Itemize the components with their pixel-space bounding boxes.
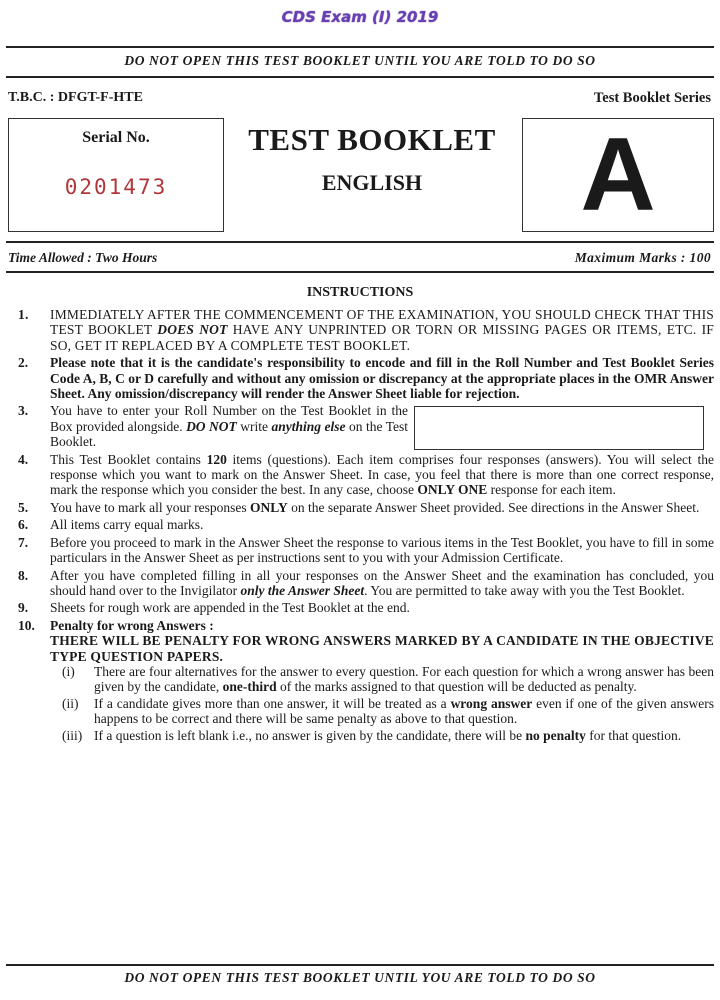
item-text: You have to enter your Roll Number on the Test Booklet in the Box provided alongside. [50, 403, 408, 434]
item-text: This Test Booklet contains [50, 451, 207, 467]
serial-number: 0201473 [64, 175, 168, 199]
item-number: 8. [18, 567, 29, 583]
item-number: 2. [18, 355, 29, 371]
sub-item-number: (ii) [62, 695, 79, 711]
item-text: write [236, 418, 272, 434]
item-text: HAVE ANY UNPRINTED OR TORN OR MISSING PAGES OR ITEMS, ETC. IF SO, GET IT REPLACED BY A COMPLETE TEST BOOKLET. [50, 322, 714, 353]
item-number: 1. [18, 307, 29, 322]
roll-number-box[interactable] [414, 406, 704, 450]
item-emphasis: DOES NOT [157, 322, 228, 338]
instructions-heading: INSTRUCTIONS [306, 285, 414, 300]
booklet-title: TEST BOOKLET [248, 122, 496, 157]
item-text: Sheets for rough work are appended in the Test Booklet at the end. [50, 600, 410, 616]
instruction-item [8, 403, 714, 449]
series-label: Test Booklet Series [593, 90, 711, 106]
item-text: . You are permitted to take away with you the Test Booklet. [364, 582, 685, 598]
penalty-sub-item [50, 696, 714, 727]
item-strong: 120 [206, 451, 227, 467]
item-text: All items carry equal marks. [50, 517, 204, 533]
sub-item-text: If a candidate gives more than one answer, it will be treated as a [94, 695, 451, 711]
item-number: 6. [18, 517, 29, 533]
sub-item-text: even if one of the given answers happens to be correct and there will be same penalty as above to that question. [94, 695, 714, 727]
sub-item-number: (iii) [62, 727, 83, 743]
item-text: response for each item. [487, 482, 616, 498]
bottom-rule [6, 964, 714, 966]
item-text: Before you proceed to mark in the Answer Sheet the response to various items in the Test Booklet, you have to fill in some particulars in the Answer Sheet as per instructions sent to you with your Admission Certificate. [50, 534, 714, 566]
instruction-item [8, 535, 714, 566]
sub-item-strong: one-third [222, 679, 277, 695]
serial-box [8, 118, 224, 232]
item-emphasis: only the Answer Sheet [240, 582, 365, 598]
series-box [522, 118, 714, 232]
item-number: 3. [18, 403, 29, 419]
item-number: 4. [18, 451, 29, 467]
item-emphasis: anything else [271, 418, 346, 434]
top-banner-rule [6, 76, 714, 78]
instructions-list [8, 307, 714, 745]
series-letter: A [580, 117, 656, 233]
item-text: items (questions). Each item comprises four responses (answers). You will select the response which you want to mark on the Answer Sheet. In case, you feel that there is more than one correct response, mark the response which you consider the best. In any case, choose [50, 451, 714, 498]
sub-item-strong: no penalty [525, 727, 586, 743]
penalty-heading: Penalty for wrong Answers : [50, 617, 214, 633]
serial-label: Serial No. [82, 129, 150, 146]
maximum-marks: Maximum Marks : 100 [574, 250, 711, 265]
penalty-sub-item [50, 664, 714, 695]
item-text: IMMEDIATELY AFTER THE COMMENCEMENT OF THE EXAMINATION, YOU SHOULD CHECK THAT THIS TEST BOOKLET [50, 307, 714, 338]
item-text: Please note that it is the candidate's responsibility to encode and fill in the Roll Number and Test Booklet Series Code A, B, C or D carefully and without any omission or discrepancy at the appropriate places in the OMR Answer Sheet. Any omission/discrepancy will render the Answer Sheet liable for rejection. [50, 355, 714, 402]
sub-item-text: There are four alternatives for the answer to every question. For each question for which a wrong answer has been given by the candidate, [94, 663, 714, 695]
instruction-item [8, 500, 714, 515]
item-number: 9. [18, 600, 29, 616]
top-rule [6, 46, 714, 48]
item-number: 5. [18, 499, 29, 515]
instruction-item [8, 568, 714, 599]
instruction-item [8, 452, 714, 498]
meta-rule [6, 271, 714, 273]
item-text: on the separate Answer Sheet provided. See directions in the Answer Sheet. [287, 499, 700, 515]
header-rule [6, 241, 714, 243]
sub-item-number: (i) [62, 663, 75, 679]
exam-stamp [0, 8, 720, 27]
instruction-item [8, 307, 714, 353]
instruction-item [8, 355, 714, 401]
booklet-subject: ENGLISH [321, 170, 423, 195]
tbc-code: T.B.C. : DFGT-F-HTE [8, 90, 143, 105]
instruction-item [8, 600, 714, 615]
penalty-warning: THERE WILL BE PENALTY FOR WRONG ANSWERS MARKED BY A CANDIDATE IN THE OBJECTIVE TYPE QUESTION PAPERS. [50, 633, 714, 664]
time-allowed: Time Allowed : Two Hours [8, 250, 158, 265]
item-emphasis: DO NOT [186, 418, 237, 434]
item-number: 10. [18, 617, 35, 633]
item-text: You have to mark all your responses [50, 499, 250, 515]
sub-item-text: for that question. [585, 727, 682, 743]
item-text: After you have completed filling in all your responses on the Answer Sheet and the examination has concluded, you should hand over to the Invigilator [50, 567, 714, 598]
item-number: 7. [18, 534, 29, 550]
sub-item-strong: wrong answer [450, 695, 533, 711]
penalty-sub-item [50, 728, 714, 743]
bottom-banner: DO NOT OPEN THIS TEST BOOKLET UNTIL YOU ARE TOLD TO DO SO [124, 970, 596, 985]
sub-item-text: If a question is left blank i.e., no answer is given by the candidate, there will be [94, 727, 526, 743]
item-strong: ONLY [249, 499, 288, 515]
exam-stamp-text: CDS Exam (I) 2019 [281, 8, 439, 26]
item-text: on the Test Booklet. [50, 418, 408, 450]
top-banner: DO NOT OPEN THIS TEST BOOKLET UNTIL YOU ARE TOLD TO DO SO [124, 53, 596, 68]
instruction-item [8, 618, 714, 743]
item-strong: ONLY ONE [417, 482, 488, 498]
sub-item-text: of the marks assigned to that question will be deducted as penalty. [276, 679, 637, 695]
instruction-item [8, 517, 714, 532]
